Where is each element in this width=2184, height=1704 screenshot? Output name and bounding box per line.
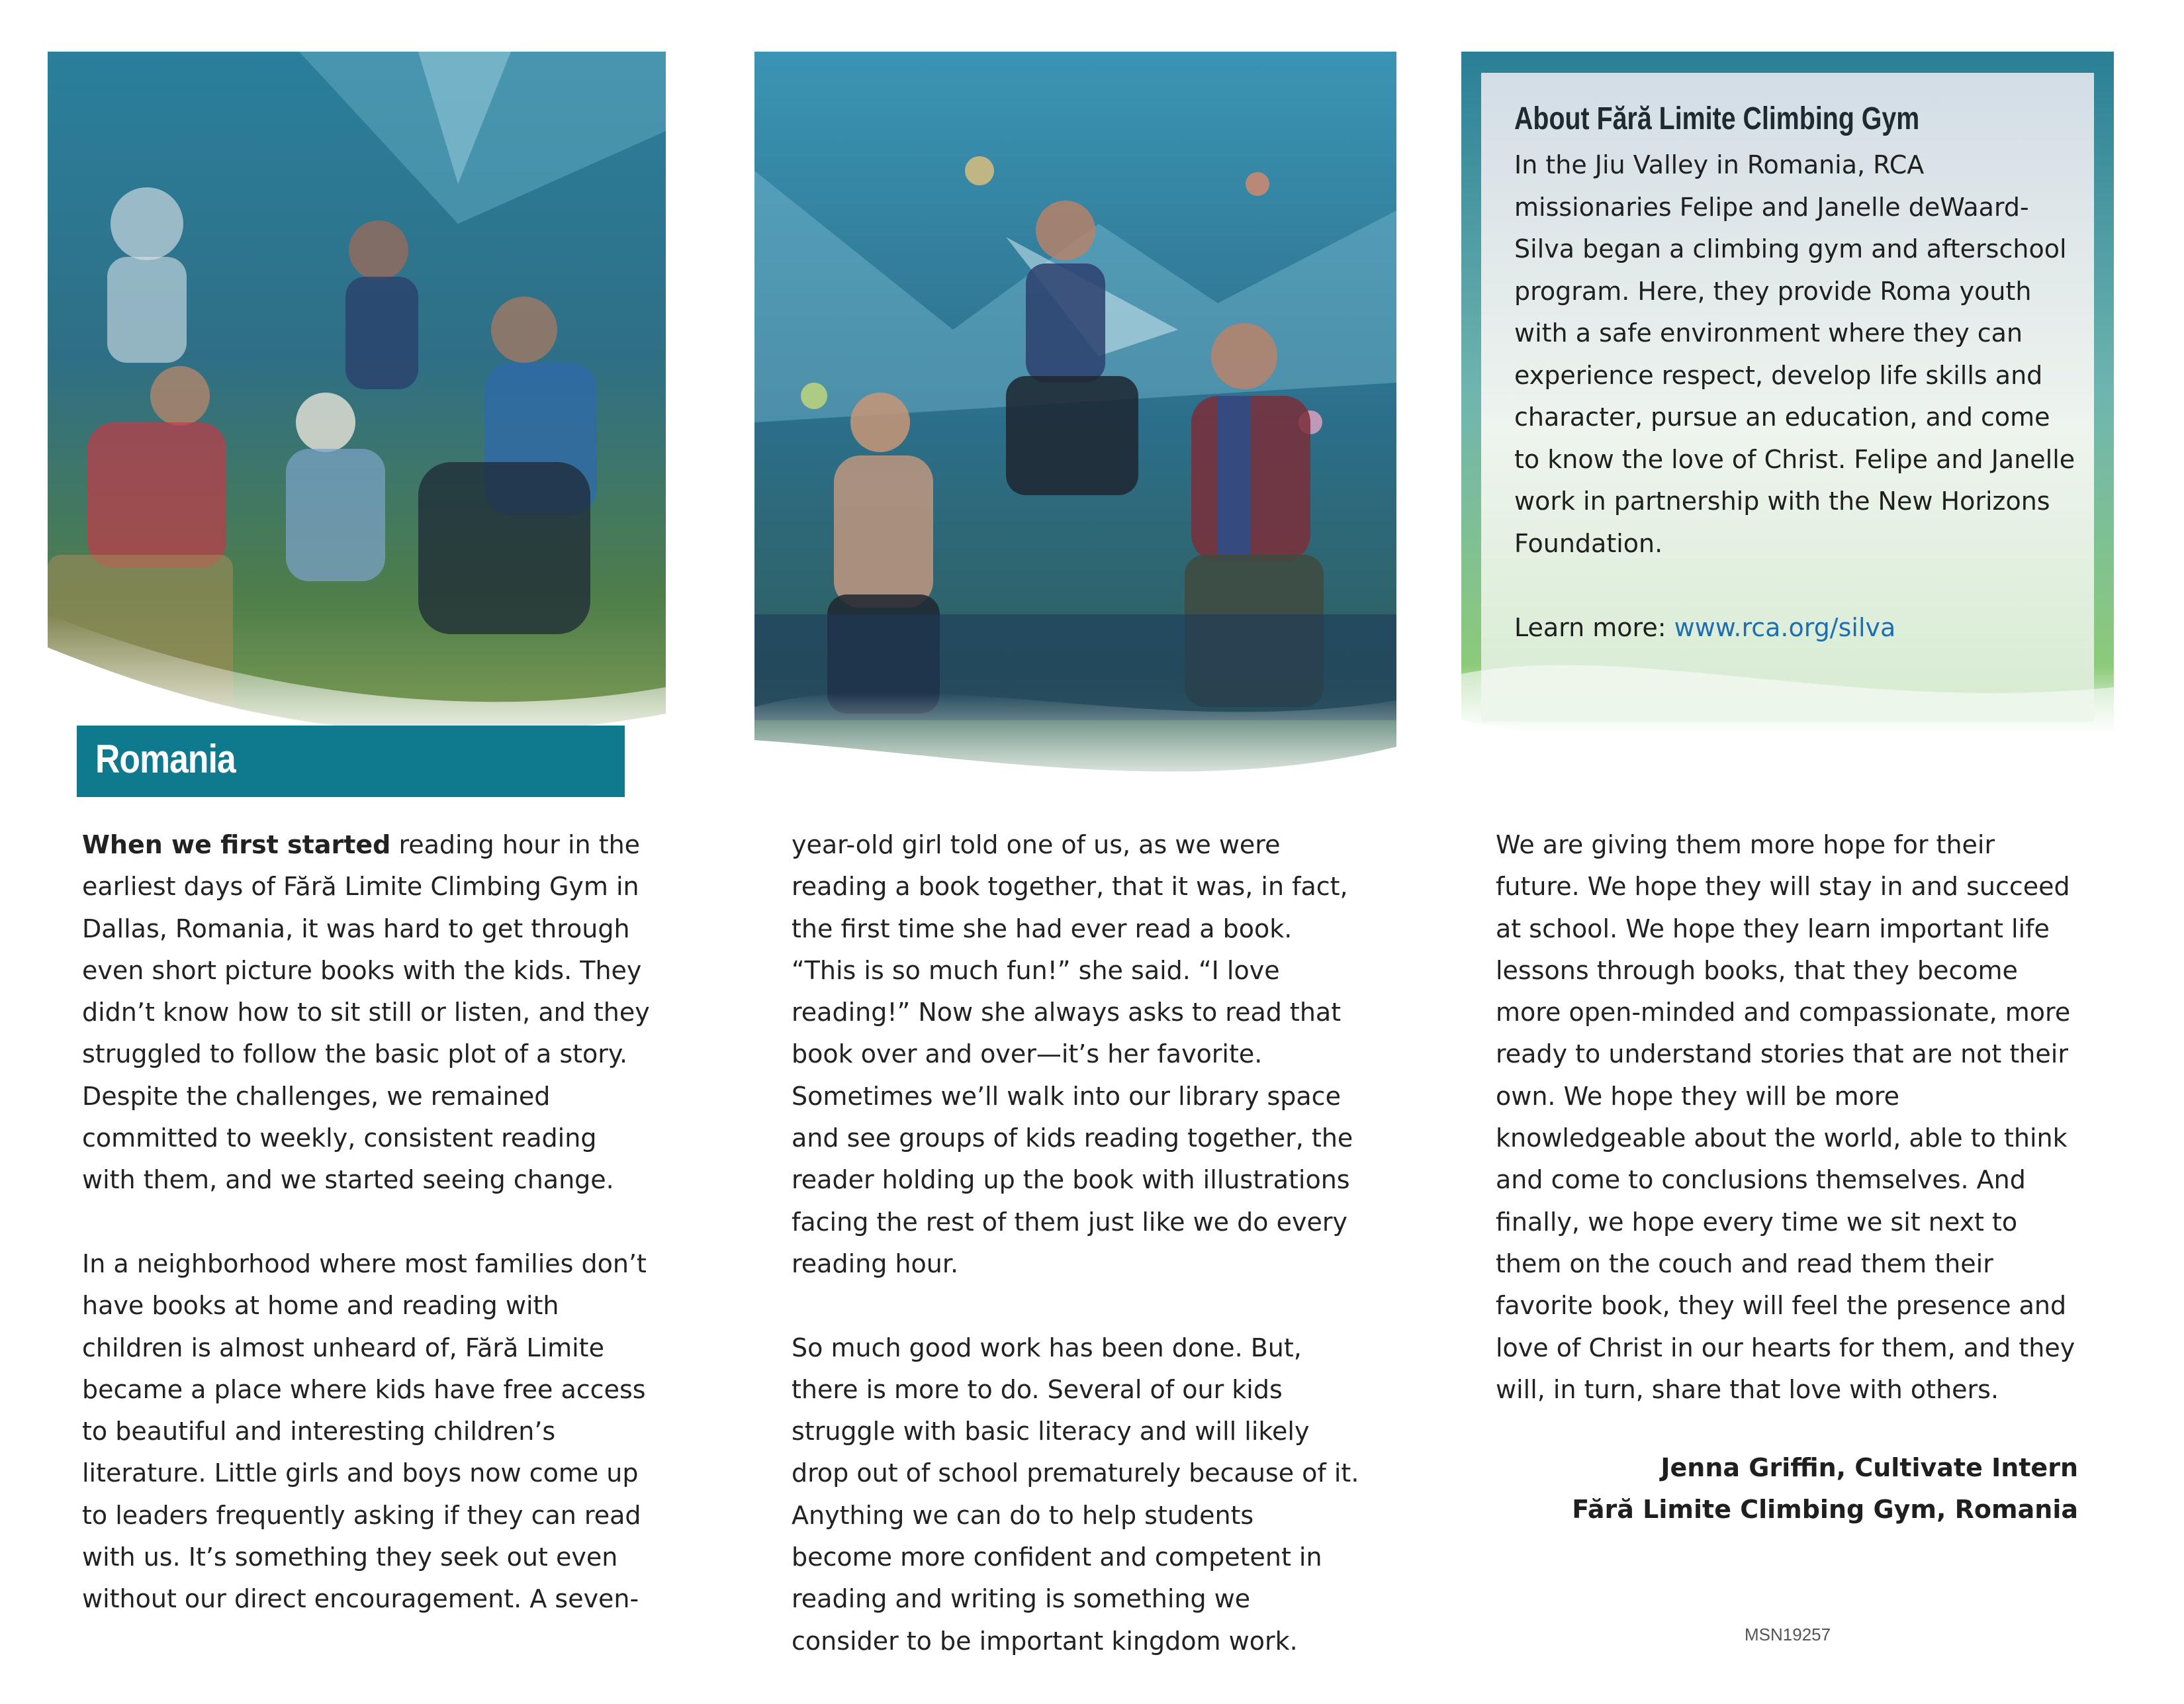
about-description: In the Jiu Valley in Romania, RCA missionaries Felipe and Janelle deWaard-Silva began a climbing gym and afterschool program. Here, they provide Roma youth with a safe environment where they can experience respect, develop life skills and character, pursue an education, and come to know the love of Christ. Felipe and Janelle work in partnership with the New Horizons Foundation. [1514,150,2075,558]
col1-paragraph-2: In a neighborhood where most families don’t have books at home and reading with children is almost unheard of, Fără Limite became a place where kids have free access to beautiful and interesting children’s literature. Little girls and boys now come up to leaders frequently asking if they can read with us. It’s something they seek out even without our direct encouragement. A seven- [82,1249,647,1614]
signature-organization: Fără Limite Climbing Gym, Romania [1572,1495,2078,1525]
photo-climbing-kids [754,52,1396,786]
col1-paragraph-1-text: reading hour in the earliest days of Fără Limite Climbing Gym in Dallas, Romania, it was hard to get through even short picture books with the kids. They didn’t know how to sit still or listen, and they struggled to follow the basic plot of a story. Despite the challenges, we remained committed to weekly, consistent reading with them, and we started seeing change. [82,830,650,1195]
lead-in: When we first started [82,830,391,859]
col2-paragraph-1: year-old girl told one of us, as we were reading a book together, that it was, in fact, the first time she had ever read a book. “This is so much fun!” she said. “I love reading!” Now she always asks to read that book over and over—it’s her favorite. Sometimes we’ll walk into our library space and see groups of kids reading together, the reader holding up the book with illustrations facing the rest of them just like we do every reading hour. [792,830,1353,1278]
signature-name: Jenna Griffin, Cultivate Intern [1661,1453,2078,1482]
learn-more [1514,607,2077,649]
photo-reading-group [48,52,666,734]
col3-paragraph-1: We are giving them more hope for their future. We hope they will stay in and succeed at school. We hope they learn important life lessons through books, that they become more open-minded and compassionate, more ready to understand stories that are not their own. We hope they will be more knowledgeable about the world, able to think and come to conclusions themselves. And finally, we hope every time we sit next to them on the couch and read them their favorite book, they will feel the presence and love of Christ in our hearts for them, and they will, in turn, share that love with others. [1496,830,2075,1404]
section-tab [77,726,625,797]
about-title: About Fără Limite Climbing Gym [1514,101,1920,136]
signature [1496,1447,2078,1531]
article-column-1 [82,824,651,1662]
document-code: MSN19257 [1745,1625,1831,1644]
about-body [1514,144,2077,691]
learn-more-label: Learn more: [1514,612,1674,642]
article-column-2 [792,824,1361,1704]
article-column-3 [1496,824,2078,1452]
rca-link[interactable]: www.rca.org/silva [1674,612,1896,642]
col2-paragraph-2: So much good work has been done. But, there is more to do. Several of our kids struggle with basic literacy and will likely drop out of school prematurely because of it. Anything we can do to help students become more confident and competent in reading and writing is something we consider to be important kingdom work. [792,1333,1359,1656]
section-tab-label: Romania [95,737,236,781]
col1-paragraph-1 [82,824,651,1202]
